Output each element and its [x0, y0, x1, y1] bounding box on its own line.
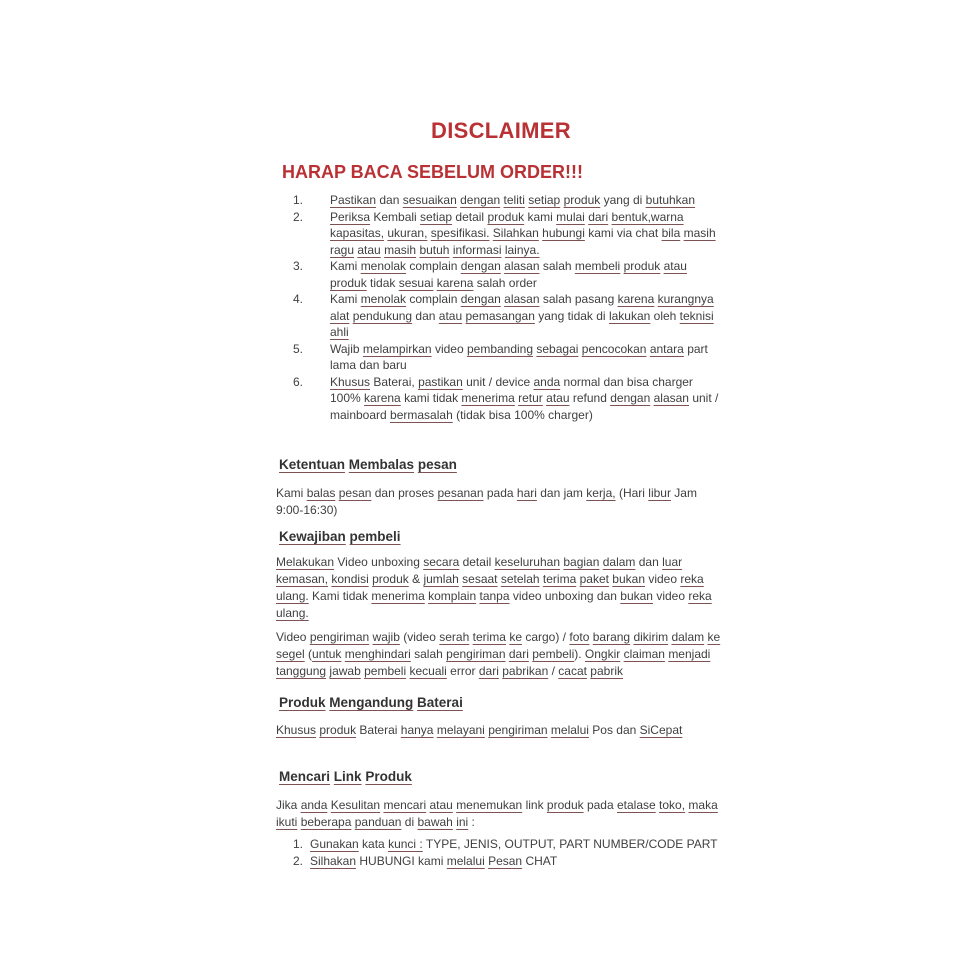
- spellcheck-underlined-word: pengiriman: [309, 630, 370, 644]
- spellcheck-underlined-word: masih: [384, 242, 417, 257]
- spellcheck-underlined-word: alasan: [504, 259, 540, 273]
- spellcheck-underlined-word: dari: [478, 664, 499, 678]
- spellcheck-underlined-word: anda: [300, 798, 328, 812]
- spellcheck-underlined-word: serah: [439, 630, 470, 644]
- spellcheck-underlined-word: atau: [357, 242, 381, 257]
- text-segment: dan: [635, 555, 663, 569]
- text-segment: Video: [276, 630, 310, 644]
- spellcheck-underlined-word: tanggung: [276, 664, 327, 678]
- spellcheck-underlined-word: spesifikasi.: [430, 226, 490, 240]
- rule-number: 2.: [293, 209, 304, 224]
- rule-number: 5.: [293, 341, 304, 356]
- spellcheck-underlined-word: kerja,: [586, 486, 616, 500]
- text-segment: Wajib: [330, 341, 363, 356]
- spellcheck-underlined-word: kapasitas,: [330, 226, 385, 240]
- section-heading-mencari-link-produk: [279, 768, 726, 786]
- spellcheck-underlined-word: pabrikan: [502, 664, 549, 678]
- spellcheck-underlined-word: masih: [683, 226, 716, 240]
- spellcheck-underlined-word: Baterai: [417, 695, 463, 710]
- spellcheck-underlined-word: untuk: [312, 647, 342, 661]
- text-segment: TYPE, JENIS, OUTPUT, PART NUMBER/CODE PART: [422, 837, 718, 851]
- step-text: [310, 854, 557, 868]
- spellcheck-underlined-word: anda: [533, 374, 561, 389]
- spellcheck-underlined-word: segel: [276, 647, 305, 661]
- spellcheck-underlined-word: produk: [319, 723, 357, 737]
- rule-number: 3.: [293, 259, 304, 273]
- spellcheck-underlined-word: teknisi: [679, 308, 714, 323]
- spellcheck-underlined-word: teliti: [503, 193, 525, 207]
- text-segment: pada: [483, 486, 517, 500]
- text-segment: Jika: [276, 798, 301, 812]
- spellcheck-underlined-word: produk: [546, 798, 584, 812]
- paragraph-video-pengiriman: [276, 629, 726, 680]
- spellcheck-underlined-word: setiap: [528, 193, 561, 207]
- spellcheck-underlined-word: kecuali: [409, 664, 447, 678]
- text-segment: complain: [406, 292, 461, 306]
- text-segment: yang di: [600, 193, 646, 207]
- spellcheck-underlined-word: ragu: [330, 242, 355, 257]
- spellcheck-underlined-word: foto: [569, 630, 590, 644]
- step-number: 2.: [293, 854, 304, 868]
- link-step-2: [276, 853, 726, 870]
- spellcheck-underlined-word: membeli: [574, 259, 621, 273]
- spellcheck-underlined-word: libur: [648, 486, 671, 500]
- spellcheck-underlined-word: butuhkan: [645, 193, 696, 207]
- spellcheck-underlined-word: tanpa: [479, 589, 510, 603]
- rule-item-6: [276, 374, 726, 424]
- spellcheck-underlined-word: setelah: [500, 572, 540, 586]
- spellcheck-underlined-word: pabrik: [590, 664, 623, 678]
- text-segment: CHAT: [522, 854, 558, 868]
- spellcheck-underlined-word: Khusus: [330, 374, 371, 389]
- text-segment: unit / device: [462, 374, 534, 389]
- rule-item-4: [276, 291, 726, 341]
- spellcheck-underlined-word: pastikan: [418, 374, 463, 389]
- spellcheck-underlined-word: bawah: [417, 815, 453, 829]
- spellcheck-underlined-word: produk: [330, 275, 367, 290]
- spellcheck-underlined-word: pembeli: [349, 529, 401, 544]
- spellcheck-underlined-word: etalase: [617, 798, 656, 812]
- text-segment: video: [431, 341, 467, 356]
- spellcheck-underlined-word: alat: [330, 308, 350, 323]
- spellcheck-underlined-word: barang: [592, 630, 631, 644]
- text-segment: kami tidak: [400, 391, 462, 405]
- spellcheck-underlined-word: dengan: [460, 292, 501, 306]
- text-segment: ).: [574, 647, 585, 661]
- spellcheck-underlined-word: reka: [680, 572, 704, 586]
- spellcheck-underlined-word: pembeli: [532, 647, 575, 661]
- spellcheck-underlined-word: karena: [436, 275, 474, 290]
- spellcheck-underlined-word: pesanan: [437, 486, 484, 500]
- text-segment: kami: [524, 209, 557, 224]
- text-segment: refund: [569, 391, 611, 405]
- section-heading-produk-mengandung-baterai: [279, 694, 726, 712]
- rule-text: [330, 193, 695, 207]
- spellcheck-underlined-word: pengiriman: [488, 723, 548, 737]
- spellcheck-underlined-word: paket: [579, 572, 609, 586]
- spellcheck-underlined-word: Kewajiban: [279, 529, 346, 544]
- spellcheck-underlined-word: claiman: [623, 647, 665, 661]
- spellcheck-underlined-word: secara: [423, 555, 460, 569]
- spellcheck-underlined-word: produk: [487, 209, 525, 224]
- spellcheck-underlined-word: bentuk,warna: [611, 209, 684, 224]
- spellcheck-underlined-word: alasan: [504, 292, 540, 306]
- text-segment: salah pasang: [539, 292, 618, 306]
- spellcheck-underlined-word: hubungi: [542, 226, 585, 240]
- spellcheck-underlined-word: sesuai: [398, 275, 434, 290]
- spellcheck-underlined-word: dengan: [460, 193, 501, 207]
- spellcheck-underlined-word: dari: [508, 647, 529, 661]
- rule-item-1: [276, 192, 726, 209]
- spellcheck-underlined-word: Ketentuan: [279, 457, 346, 472]
- spellcheck-underlined-word: menolak: [360, 259, 407, 273]
- text-segment: &: [408, 572, 424, 586]
- document-subtitle: HARAP BACA SEBELUM ORDER!!!: [282, 162, 583, 182]
- spellcheck-underlined-word: terima: [472, 630, 506, 644]
- spellcheck-underlined-word: SiCepat: [639, 723, 683, 737]
- spellcheck-underlined-word: menjadi: [668, 647, 711, 661]
- spellcheck-underlined-word: melayani: [436, 723, 485, 737]
- spellcheck-underlined-word: atau: [663, 259, 687, 273]
- text-segment: Kami: [276, 486, 307, 500]
- text-segment: Video unboxing: [334, 555, 424, 569]
- spellcheck-underlined-word: toko,: [659, 798, 686, 812]
- spellcheck-underlined-word: lainya.: [504, 242, 540, 257]
- spellcheck-underlined-word: karena: [617, 292, 655, 306]
- spellcheck-underlined-word: produk: [563, 193, 601, 207]
- spellcheck-underlined-word: pembanding: [466, 341, 534, 356]
- spellcheck-underlined-word: Mencari: [279, 769, 331, 784]
- spellcheck-underlined-word: balas: [306, 486, 336, 500]
- text-segment: salah: [539, 259, 575, 273]
- spellcheck-underlined-word: jawab: [329, 664, 361, 678]
- text-segment: (Hari: [615, 486, 649, 500]
- spellcheck-underlined-word: Ongkir: [584, 647, 621, 661]
- text-segment: Baterai: [356, 723, 401, 737]
- spellcheck-underlined-word: ke: [707, 630, 721, 644]
- spellcheck-underlined-word: retur: [518, 391, 543, 405]
- rule-text: [330, 375, 718, 422]
- spellcheck-underlined-word: Mengandung: [329, 695, 414, 710]
- spellcheck-underlined-word: pencocokan: [581, 341, 647, 356]
- text-segment: dan: [412, 308, 439, 323]
- paragraph-balas-pesan: [276, 485, 726, 519]
- document-title: DISCLAIMER: [431, 118, 571, 143]
- spellcheck-underlined-word: Periksa: [330, 209, 371, 224]
- text-segment: :: [468, 815, 475, 829]
- spellcheck-underlined-word: sesuaikan: [402, 193, 457, 207]
- spellcheck-underlined-word: reka: [688, 589, 712, 603]
- text-segment: /: [548, 664, 559, 678]
- text-segment: Kami: [330, 259, 361, 273]
- spellcheck-underlined-word: mencari: [383, 798, 427, 812]
- spellcheck-underlined-word: pesan: [338, 486, 372, 500]
- rule-text: [330, 210, 716, 257]
- spellcheck-underlined-word: dengan: [460, 259, 501, 273]
- text-segment: error: [446, 664, 479, 678]
- spellcheck-underlined-word: keseluruhan: [494, 555, 560, 569]
- spellcheck-underlined-word: menghindari: [344, 647, 411, 661]
- spellcheck-underlined-word: Pastikan: [330, 193, 377, 207]
- text-segment: detail: [459, 555, 495, 569]
- spellcheck-underlined-word: luar: [662, 555, 683, 569]
- spellcheck-underlined-word: dengan: [610, 391, 651, 405]
- numbered-rules-list: [276, 192, 726, 423]
- spellcheck-underlined-word: butuh: [419, 242, 450, 257]
- spellcheck-underlined-word: menolak: [360, 292, 407, 306]
- spellcheck-underlined-word: bukan: [620, 589, 653, 603]
- spellcheck-underlined-word: Melakukan: [276, 555, 335, 569]
- text-segment: Kami: [330, 292, 361, 306]
- spellcheck-underlined-word: hari: [516, 486, 537, 500]
- text-segment: (video: [399, 630, 440, 644]
- spellcheck-underlined-word: ikuti: [276, 815, 298, 829]
- spellcheck-underlined-word: menerima: [461, 391, 515, 405]
- spellcheck-underlined-word: Produk: [279, 695, 326, 710]
- text-segment: detail: [452, 209, 488, 224]
- text-segment: normal dan bisa charger 100%: [330, 374, 693, 405]
- document-content: [276, 0, 726, 870]
- spellcheck-underlined-word: beberapa: [300, 815, 352, 829]
- link-steps-list: [276, 836, 726, 870]
- text-segment: cargo) /: [522, 630, 570, 644]
- text-segment: video: [645, 572, 681, 586]
- spellcheck-underlined-word: maka: [688, 798, 718, 812]
- text-segment: complain: [406, 259, 461, 273]
- spellcheck-underlined-word: Produk: [365, 769, 412, 784]
- spellcheck-underlined-word: sesaat: [462, 572, 498, 586]
- spellcheck-underlined-word: dalam: [671, 630, 705, 644]
- spellcheck-underlined-word: jumlah: [423, 572, 459, 586]
- spellcheck-underlined-word: kondisi: [331, 572, 369, 586]
- text-segment: Jam 9:00-16:30): [276, 486, 697, 517]
- spellcheck-underlined-word: wajib: [372, 630, 400, 644]
- spellcheck-underlined-word: karena: [364, 391, 401, 405]
- text-segment: HUBUNGI kami: [356, 854, 447, 868]
- text-segment: kata: [358, 837, 389, 851]
- spellcheck-underlined-word: ini: [456, 815, 469, 829]
- text-segment: video: [652, 589, 689, 603]
- spellcheck-underlined-word: pesan: [417, 457, 457, 472]
- spellcheck-underlined-word: terima: [542, 572, 577, 586]
- rule-text: [330, 342, 708, 373]
- paragraph-khusus-baterai: [276, 722, 726, 739]
- text-segment: dan: [376, 193, 403, 207]
- rule-number: 4.: [293, 292, 304, 306]
- spellcheck-underlined-word: atau: [438, 308, 463, 323]
- spellcheck-underlined-word: Link: [333, 769, 362, 784]
- text-segment: tidak: [366, 275, 399, 290]
- spellcheck-underlined-word: Kesulitan: [330, 798, 381, 812]
- spellcheck-underlined-word: menerima: [371, 589, 425, 603]
- spellcheck-underlined-word: antara: [649, 341, 684, 356]
- link-step-1: [276, 836, 726, 853]
- spellcheck-underlined-word: bukan: [612, 572, 645, 586]
- spellcheck-underlined-word: ulang.: [276, 589, 309, 603]
- spellcheck-underlined-word: menemukan: [456, 798, 523, 812]
- rule-text: [330, 292, 714, 339]
- rule-number: 1.: [293, 193, 304, 207]
- spellcheck-underlined-word: hanya: [400, 723, 434, 737]
- text-segment: Pos dan: [588, 723, 640, 737]
- spellcheck-underlined-word: panduan: [354, 815, 402, 829]
- rule-text: [330, 259, 687, 290]
- text-segment: Kembali: [370, 209, 421, 224]
- text-segment: dan jam: [536, 486, 587, 500]
- spellcheck-underlined-word: ahli: [330, 325, 349, 339]
- spellcheck-underlined-word: produk: [623, 259, 661, 273]
- spellcheck-underlined-word: alasan: [653, 391, 689, 405]
- spellcheck-underlined-word: informasi: [452, 242, 502, 257]
- text-segment: pada: [583, 798, 617, 812]
- spellcheck-underlined-word: lakukan: [608, 308, 651, 323]
- rule-item-5: [276, 341, 726, 374]
- spellcheck-underlined-word: bagian: [563, 555, 600, 569]
- spellcheck-underlined-word: kemasan,: [276, 572, 329, 586]
- spellcheck-underlined-word: setiap: [420, 209, 453, 224]
- spellcheck-underlined-word: dari: [588, 209, 609, 224]
- rule-number: 6.: [293, 374, 304, 389]
- section-heading-ketentuan-membalas-pesan: [279, 456, 726, 474]
- spellcheck-underlined-word: pengiriman: [446, 647, 506, 661]
- section-heading-kewajiban-pembeli: [279, 528, 726, 546]
- paragraph-video-unboxing: [276, 554, 726, 622]
- spellcheck-underlined-word: atau: [546, 391, 570, 405]
- spellcheck-underlined-word: ukuran,: [387, 226, 428, 240]
- spellcheck-underlined-word: Khusus: [276, 723, 317, 737]
- text-segment: oleh: [650, 308, 680, 323]
- spellcheck-underlined-word: melalui: [550, 723, 589, 737]
- text-segment: di: [401, 815, 418, 829]
- spellcheck-underlined-word: ulang.: [276, 606, 309, 620]
- spellcheck-underlined-word: bila: [661, 226, 681, 240]
- step-text: [310, 837, 717, 851]
- text-segment: (tidak bisa 100% charger): [452, 407, 593, 422]
- spellcheck-underlined-word: mulai: [556, 209, 585, 224]
- spellcheck-underlined-word: dikirim: [633, 630, 669, 644]
- spellcheck-underlined-word: cacat: [558, 664, 587, 678]
- spellcheck-underlined-word: Pesan: [488, 854, 523, 868]
- spellcheck-underlined-word: pendukung: [352, 308, 413, 323]
- spellcheck-underlined-word: pemasangan: [465, 308, 535, 323]
- spellcheck-underlined-word: Membalas: [348, 457, 415, 472]
- spellcheck-underlined-word: dalam: [602, 555, 636, 569]
- text-segment: dan proses: [371, 486, 438, 500]
- spellcheck-underlined-word: kunci :: [388, 837, 423, 851]
- spellcheck-underlined-word: atau: [429, 798, 453, 812]
- spellcheck-underlined-word: kurangnya: [657, 292, 714, 306]
- paragraph-mencari-link: [276, 797, 726, 831]
- spellcheck-underlined-word: sebagai: [536, 341, 579, 356]
- text-segment: Baterai,: [370, 374, 419, 389]
- text-segment: part lama dan baru: [330, 341, 708, 372]
- rule-item-3: [276, 258, 726, 291]
- spellcheck-underlined-word: bermasalah: [390, 407, 453, 422]
- spellcheck-underlined-word: produk: [372, 572, 409, 586]
- spellcheck-underlined-word: ke: [509, 630, 522, 644]
- text-segment: link: [522, 798, 547, 812]
- spellcheck-underlined-word: melalui: [446, 854, 485, 868]
- spellcheck-underlined-word: komplain: [428, 589, 477, 603]
- text-segment: kami via chat: [584, 226, 662, 240]
- text-segment: salah: [410, 647, 447, 661]
- spellcheck-underlined-word: Gunakan: [310, 837, 359, 851]
- rule-item-2: [276, 209, 726, 259]
- spellcheck-underlined-word: Silhakan: [310, 854, 357, 868]
- text-segment: unit / mainboard: [330, 391, 719, 422]
- spellcheck-underlined-word: melampirkan: [362, 341, 432, 356]
- text-segment: video unboxing dan: [509, 589, 621, 603]
- step-number: 1.: [293, 837, 304, 851]
- spellcheck-underlined-word: pembeli: [364, 664, 407, 678]
- spellcheck-underlined-word: Silahkan: [492, 226, 539, 240]
- text-segment: (: [304, 647, 313, 661]
- text-segment: yang tidak di: [534, 308, 609, 323]
- text-segment: Kami tidak: [308, 589, 372, 603]
- text-segment: salah order: [473, 275, 537, 290]
